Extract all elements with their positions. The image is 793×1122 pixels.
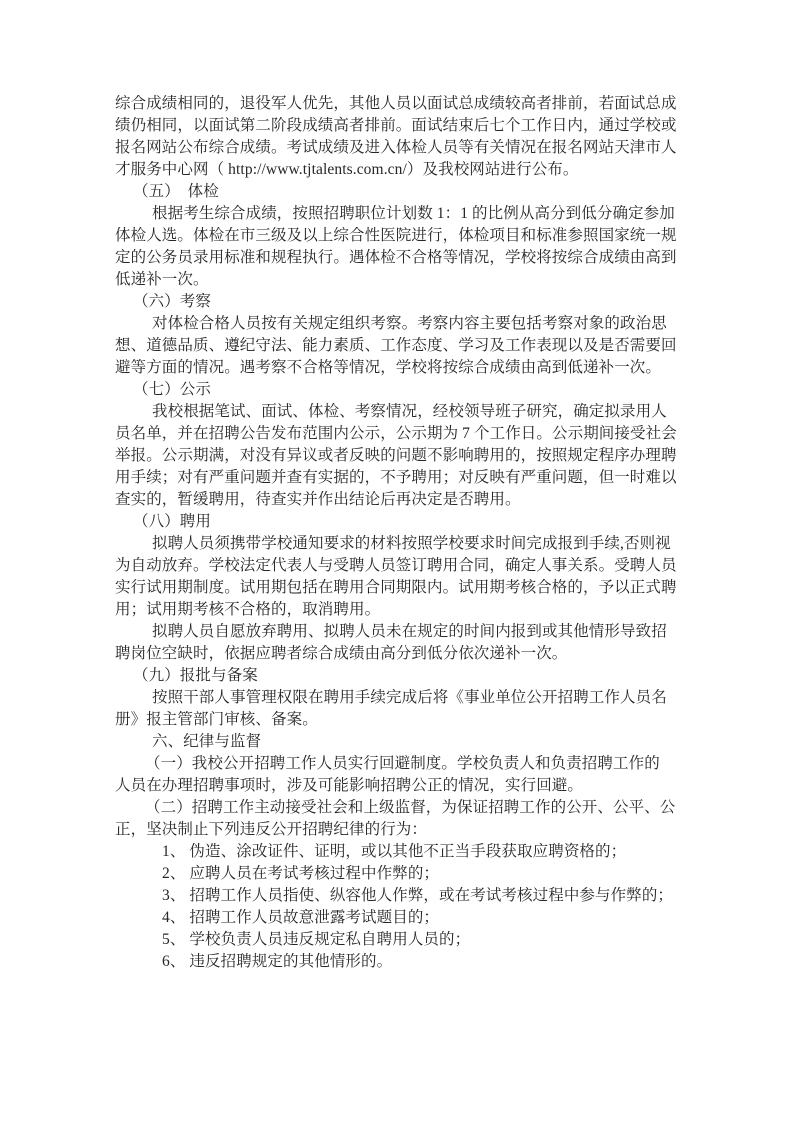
doc-line: （六）考察 — [133, 293, 212, 310]
doc-line: 对体检合格人员按有关规定组织考察。考察内容主要包括考察对象的政治思 — [152, 315, 667, 332]
doc-line: （八）聘用 — [133, 513, 212, 530]
doc-line: 5、 学校负责人员违反规定私自聘用人员的； — [162, 931, 471, 948]
doc-line: 查实的，暂缓聘用，待查实并作出结论后再决定是否聘用。 — [115, 491, 521, 508]
doc-line: 体检人选。体检在市三级及以上综合性医院进行，体检项目和标准参照国家统一规 — [115, 227, 677, 244]
doc-line: 绩仍相同，以面试第二阶段成绩高者排前。面试结束后七个工作日内，通过学校或 — [115, 117, 677, 134]
doc-line: 综合成绩相同的，退役军人优先，其他人员以面试总成绩较高者排前，若面试总成 — [115, 95, 677, 112]
doc-line: 用手续；对有严重问题并查有实据的，不予聘用；对反映有严重问题，但一时难以 — [115, 469, 677, 486]
doc-line: 想、道德品质、遵纪守法、能力素质、工作态度、学习及工作表现以及是否需要回 — [115, 337, 677, 354]
doc-line: （五） 体检 — [133, 183, 219, 200]
doc-line: 用；试用期考核不合格的，取消聘用。 — [115, 601, 381, 618]
doc-line: 拟聘人员须携带学校通知要求的材料按照学校要求时间完成报到手续,否则视 — [152, 535, 671, 552]
doc-line: 报名网站公布综合成绩。考试成绩及进入体检人员等有关情况在报名网站天津市人 — [115, 139, 677, 156]
doc-line: 低递补一次。 — [115, 271, 209, 288]
doc-line: 根据考生综合成绩，按照招聘职位计划数 1：1 的比例从高分到低分确定参加 — [152, 205, 675, 222]
doc-line: 3、 招聘工作人员指使、纵容他人作弊，或在考试考核过程中参与作弊的； — [162, 887, 674, 904]
doc-line: 避等方面的情况。遇考察不合格等情况，学校将按综合成绩由高到低递补一次。 — [115, 359, 662, 376]
doc-line: （二）招聘工作主动接受社会和上级监督，为保证招聘工作的公开、公平、公 — [145, 799, 676, 816]
doc-line: 定的公务员录用标准和规程执行。遇体检不合格等情况，学校将按综合成绩由高到 — [115, 249, 677, 266]
doc-line: （七）公示 — [133, 381, 212, 398]
doc-line: 实行试用期制度。试用期包括在聘用合同期限内。试用期考核合格的，予以正式聘 — [115, 579, 677, 596]
doc-line: 员名单，并在招聘公告发布范围内公示，公示期为 7 个工作日。公示期间接受社会 — [115, 425, 677, 442]
doc-line: 才服务中心网（ http://www.tjtalents.com.cn/）及我校网站进行公布。 — [115, 161, 579, 178]
doc-line: 举报。公示期满，对没有异议或者反映的问题不影响聘用的，按照规定程序办理聘 — [115, 447, 677, 464]
doc-line: 按照干部人事管理权限在聘用手续完成后将《事业单位公开招聘工作人员名 — [152, 689, 667, 706]
doc-line: 人员在办理招聘事项时，涉及可能影响招聘公正的情况，实行回避。 — [115, 777, 584, 794]
doc-line: 2、 应聘人员在考试考核过程中作弊的； — [162, 865, 440, 882]
doc-line: 1、 伪造、涂改证件、证明，或以其他不正当手段获取应聘资格的； — [162, 843, 627, 860]
doc-line: 六、纪律与监督 — [152, 733, 262, 750]
doc-line: 4、 招聘工作人员故意泄露考试题目的； — [162, 909, 440, 926]
doc-line: （一）我校公开招聘工作人员实行回避制度。学校负责人和负责招聘工作的 — [145, 755, 660, 772]
document-text — [115, 93, 681, 973]
doc-line: 拟聘人员自愿放弃聘用、拟聘人员未在规定的时间内报到或其他情形导致招 — [152, 623, 667, 640]
doc-line: 我校根据笔试、面试、体检、考察情况，经校领导班子研究，确定拟录用人 — [152, 403, 667, 420]
doc-line: 6、 违反招聘规定的其他情形的。 — [162, 953, 393, 970]
doc-line: 册》报主管部门审核、备案。 — [115, 711, 318, 728]
doc-line: 为自动放弃。学校法定代表人与受聘人员签订聘用合同，确定人事关系。受聘人员 — [115, 557, 677, 574]
doc-line: 正，坚决制止下列违反公开招聘纪律的行为： — [115, 821, 428, 838]
doc-line: （九）报批与备案 — [133, 667, 258, 684]
doc-line: 聘岗位空缺时，依据应聘者综合成绩由高分到低分依次递补一次。 — [115, 645, 568, 662]
